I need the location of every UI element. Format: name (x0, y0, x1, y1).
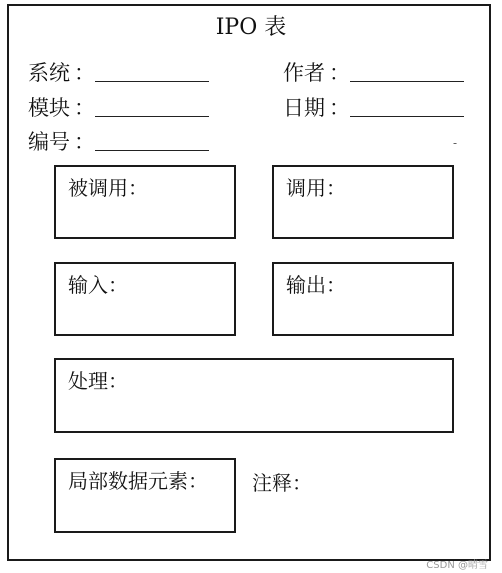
date-colon: ： (329, 96, 350, 120)
number-blank-line (95, 150, 209, 151)
author-label: 作者 (283, 61, 325, 85)
calls-box (272, 165, 454, 239)
author-field (283, 60, 356, 86)
system-label: 系统 (28, 61, 70, 85)
module-blank-line (95, 116, 209, 117)
output-box (272, 262, 454, 336)
number-label: 编号 (28, 130, 70, 154)
date-blank-line (350, 116, 464, 117)
module-field (28, 95, 101, 121)
author-blank-line (350, 81, 464, 82)
local-data-box (54, 458, 236, 533)
local-data-label: 局部数据元素： (68, 469, 208, 493)
process-box (54, 358, 454, 433)
csdn-watermark: CSDN @晴雪 (426, 560, 488, 571)
date-field (283, 95, 356, 121)
date-label: 日期 (283, 96, 325, 120)
called-by-label: 被调用： (68, 176, 148, 200)
number-field (28, 129, 101, 155)
notes-label: 注释： (252, 471, 312, 495)
author-colon: ： (329, 61, 350, 85)
module-label: 模块 (28, 96, 70, 120)
system-colon: ： (74, 61, 95, 85)
form-title: IPO 表 (215, 15, 287, 40)
system-blank-line (95, 81, 209, 82)
calls-label: 调用： (286, 176, 346, 200)
output-label: 输出： (286, 273, 346, 297)
called-by-box (54, 165, 236, 239)
stray-mark: - (453, 136, 458, 150)
system-field (28, 60, 101, 86)
module-colon: ： (74, 96, 95, 120)
number-colon: ： (74, 130, 95, 154)
input-box (54, 262, 236, 336)
input-label: 输入： (68, 273, 128, 297)
process-label: 处理： (68, 369, 128, 393)
